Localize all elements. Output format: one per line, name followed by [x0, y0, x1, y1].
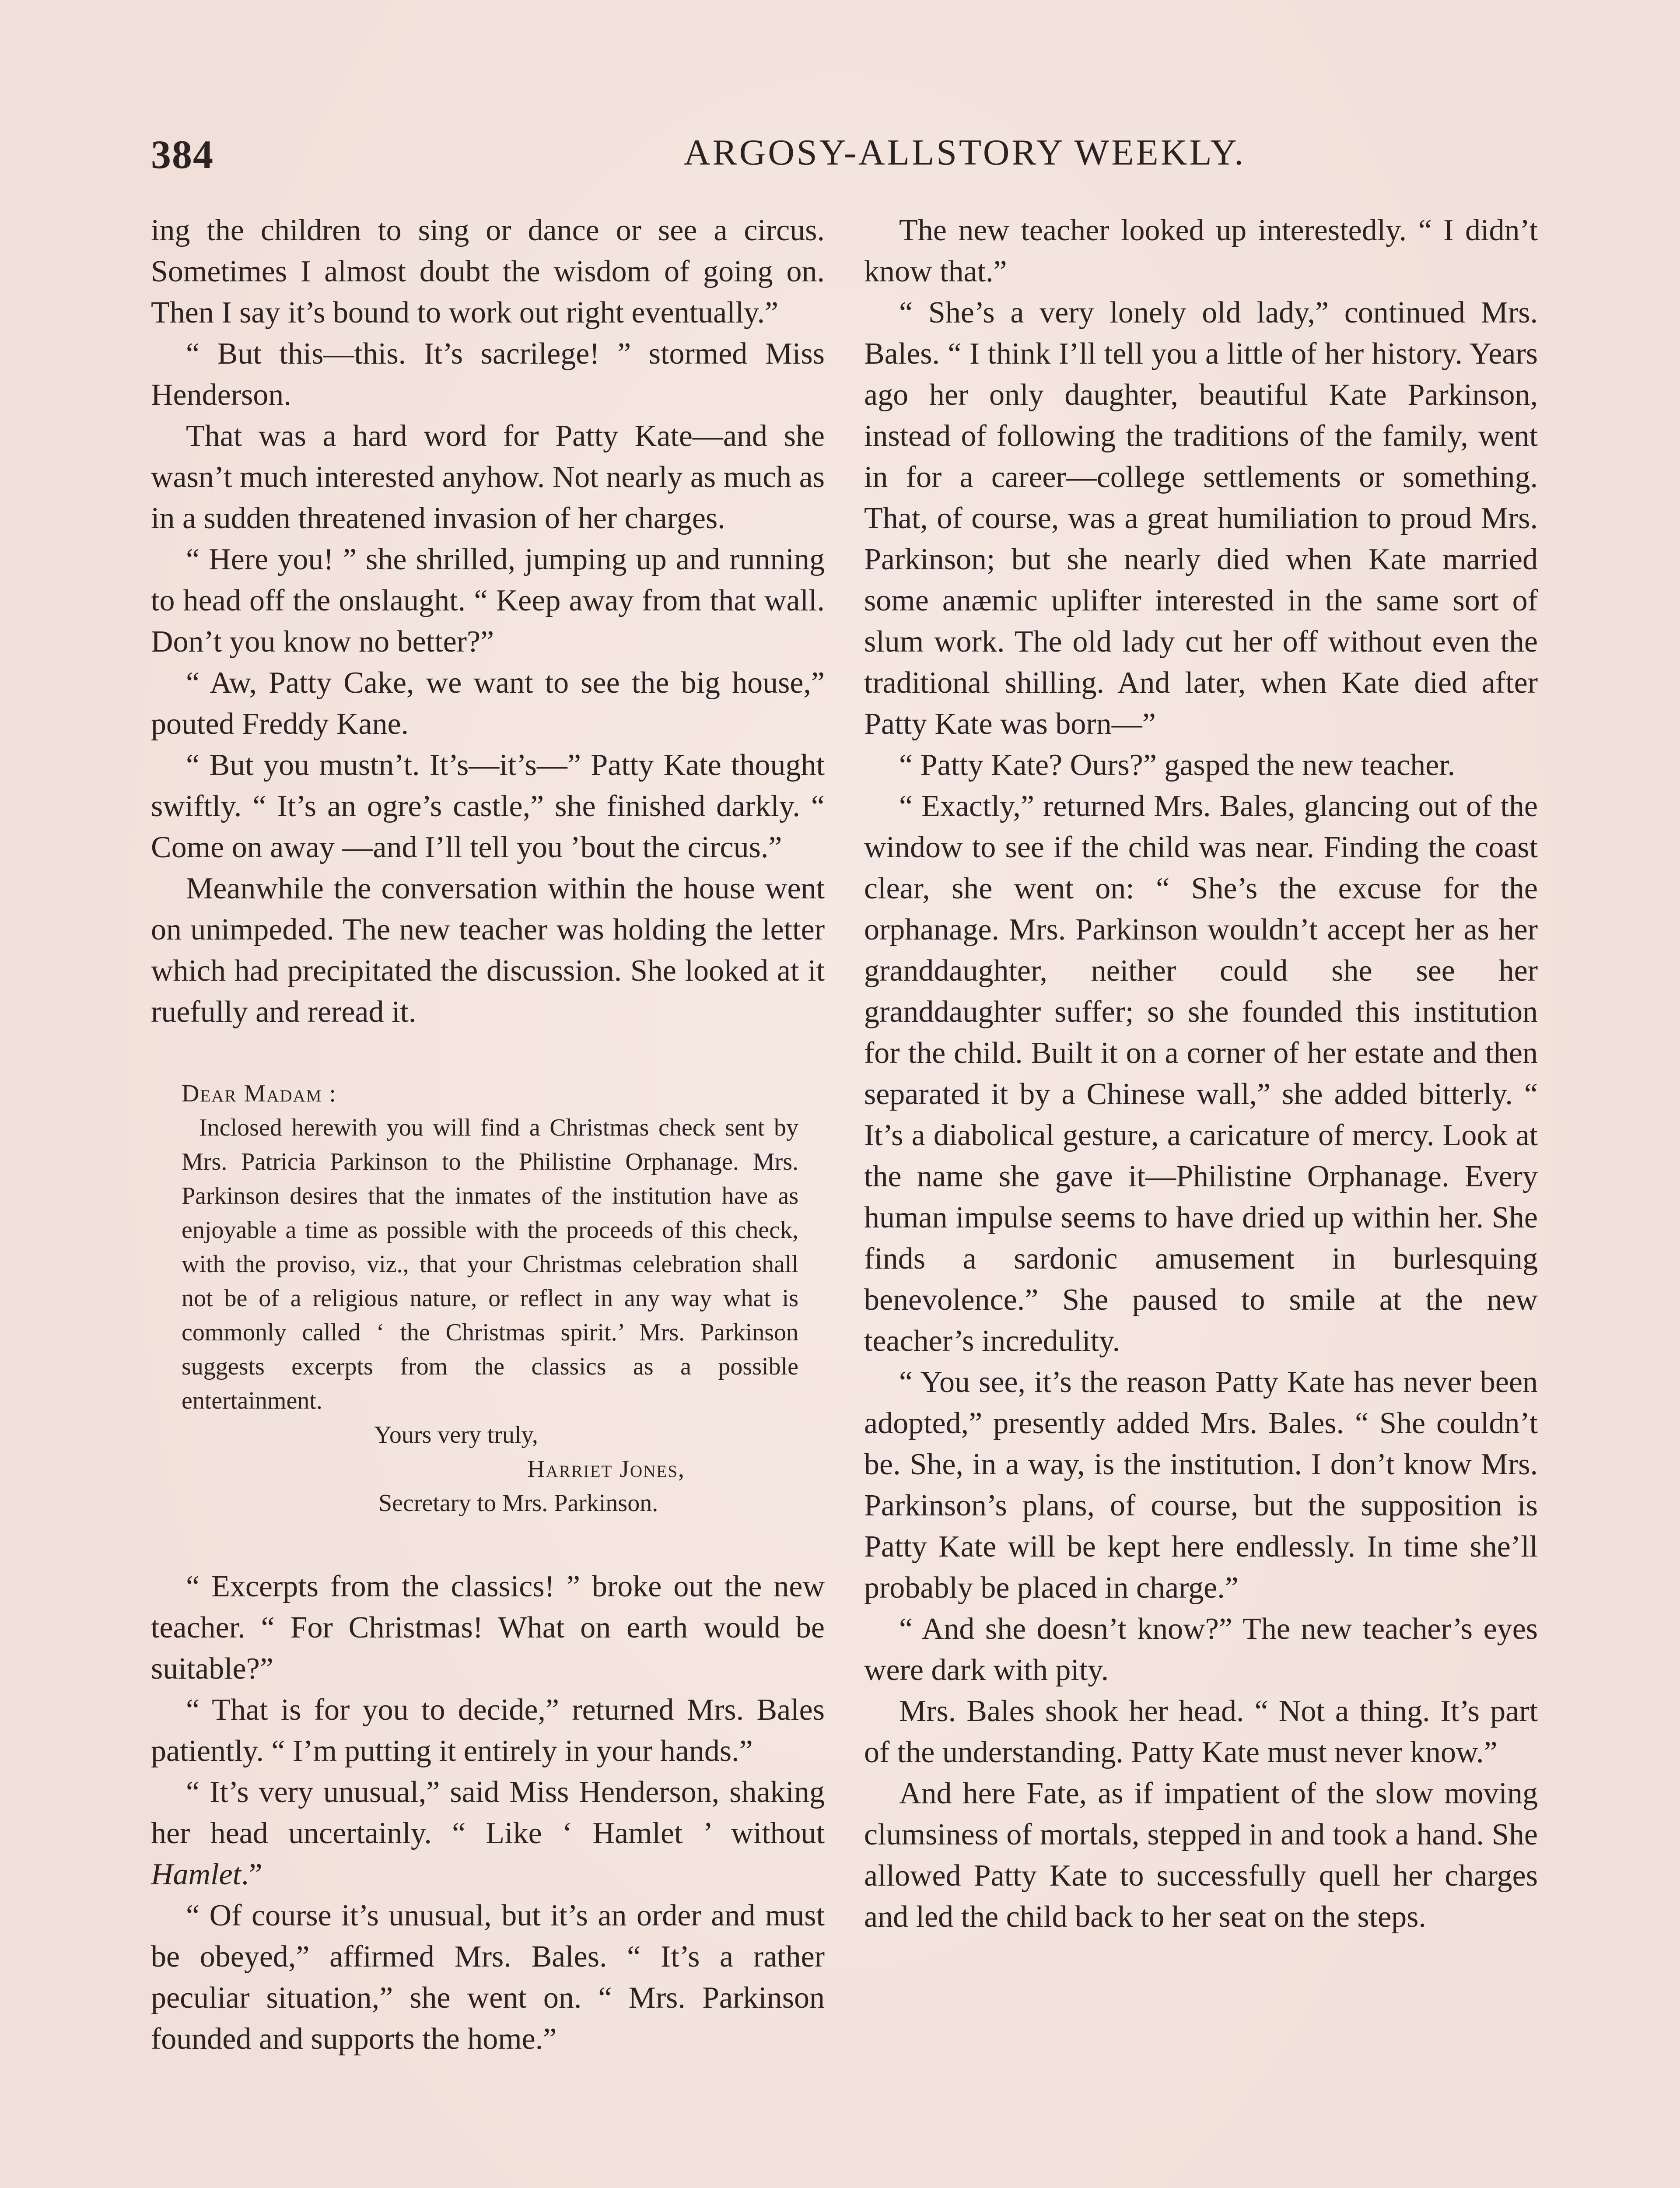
paragraph: “ Here you! ” she shrilled, jumping up and running to head off the onslaught. “ Keep away from that wall. Don’t you know no better?” [151, 543, 825, 659]
paragraph: And here Fate, as if impatient of the slow moving clumsiness of mortals, stepped in and took a hand. She allowed Patty Kate to successfully quell her charges and led the child back to her seat on the steps. [864, 1777, 1538, 1934]
paragraph: “ You see, it’s the reason Patty Kate has never been adopted,” presently added Mrs. Bales. “ She couldn’t be. She, in a way, is the institution. I don’t know Mrs. Parkinson’s plans, of course, but the supposition is Patty Kate will be kept here endlessly. In time she’ll probably be placed in charge.” [864, 1365, 1538, 1605]
text-run: “ It’s very unusual,” said Miss Henderson, shaking her head uncertainly. “ Like ‘ Hamlet ’ without [151, 1775, 825, 1850]
paragraph: “ But this—this. It’s sacrilege! ” stormed Miss Henderson. [151, 337, 825, 412]
paragraph: “ She’s a very lonely old lady,” continued Mrs. Bales. “ I think I’ll tell you a little of her history. Years ago her only daughter, beautiful Kate Parkinson, instead of following the traditions of the family, went in for a career—college settlements or something. That, of course, was a great humiliation to proud Mrs. Parkinson; but she nearly died when Kate married some anæmic uplifter interested in the same sort of slum work. The old lady cut her off without even the traditional shilling. And later, when Kate died after Patty Kate was born—” [864, 296, 1538, 741]
paragraph [151, 1772, 825, 1895]
paragraph: “ And she doesn’t know?” The new teacher’s eyes were dark with pity. [864, 1612, 1538, 1687]
paragraph: The new teacher looked up interestedly. “ I didn’t know that.” [864, 214, 1538, 288]
paragraph: “ That is for you to decide,” returned Mrs. Bales patiently. “ I’m putting it entirely in your hands.” [151, 1693, 825, 1768]
paragraph: “ Aw, Patty Cake, we want to see the big house,” pouted Freddy Kane. [151, 666, 825, 741]
italic-title: Hamlet [151, 1858, 242, 1891]
letter-signer: Harriet Jones, [527, 1455, 685, 1483]
paragraph: “ But you mustn’t. It’s—it’s—” Patty Kate thought swiftly. “ It’s an ogre’s castle,” she finished darkly. “ Come on away —and I’ll tell you ’bout the circus.” [151, 748, 825, 864]
page-number: 384 [151, 132, 214, 177]
paragraph: That was a hard word for Patty Kate—and she wasn’t much interested anyhow. Not nearly as much as in a sudden threatened invasion of her charges. [151, 419, 825, 535]
letter-body: Inclosed herewith you will find a Christmas check sent by Mrs. Patricia Parkinson to the Philistine Orphanage. Mrs. Parkinson desires that the inmates of the institution have as enjoyable a time as possible with the proceeds of this check, with the proviso, viz., that your Christmas celebration shall not be of a religious nature, or reflect in any way what is commonly called ‘ the Christmas spirit.’ Mrs. Parkinson suggests excerpts from the classics as a possible entertainment. [182, 1114, 798, 1414]
paragraph: “ Patty Kate? Ours?” gasped the new teacher. [899, 748, 1456, 782]
running-title: ARGOSY-ALLSTORY WEEKLY. [683, 132, 1246, 173]
letter-salutation: Dear Madam : [182, 1080, 337, 1107]
paragraph: “ Of course it’s unusual, but it’s an order and must be obeyed,” affirmed Mrs. Bales. “ It’s a rather peculiar situation,” she went on. “ Mrs. Parkinson founded and supports the home.” [151, 1899, 825, 2056]
paragraph: ing the children to sing or dance or see a circus. Sometimes I almost doubt the wisdom of going on. Then I say it’s bound to work out right eventually.” [151, 214, 825, 330]
letter-closing: Yours very truly, [374, 1421, 538, 1448]
page-header [151, 131, 1573, 184]
paragraph: “ Excerpts from the classics! ” broke out the new teacher. “ For Christmas! What on earth would be suitable?” [151, 1570, 825, 1686]
left-column [151, 210, 825, 2060]
paragraph: Meanwhile the conversation within the house went on unimpeded. The new teacher was holding the letter which had precipitated the discussion. She looked at it ruefully and reread it. [151, 872, 825, 1029]
paragraph: Mrs. Bales shook her head. “ Not a thing. It’s part of the understanding. Patty Kate must never know.” [864, 1694, 1538, 1769]
paragraph: “ Exactly,” returned Mrs. Bales, glancing out of the window to see if the child was near. Finding the coast clear, she went on: “ She’s the excuse for the orphanage. Mrs. Parkinson wouldn’t accept her as her granddaughter, neither could she see her granddaughter suffer; so she founded this institution for the child. Built it on a corner of her estate and then separated it by a Chinese wall,” she added bitterly. “ It’s a diabolical gesture, a caricature of mercy. Look at the name she gave it—Philistine Orphanage. Every human impulse seems to have dried up within her. She finds a sardonic amusement in burlesquing benevolence.” She paused to smile at the new teacher’s incredulity. [864, 789, 1538, 1358]
letter-signer-title: Secretary to Mrs. Parkinson. [378, 1490, 658, 1517]
quoted-letter [182, 1076, 798, 1520]
right-column [864, 210, 1538, 1938]
text-run: .” [241, 1858, 262, 1891]
